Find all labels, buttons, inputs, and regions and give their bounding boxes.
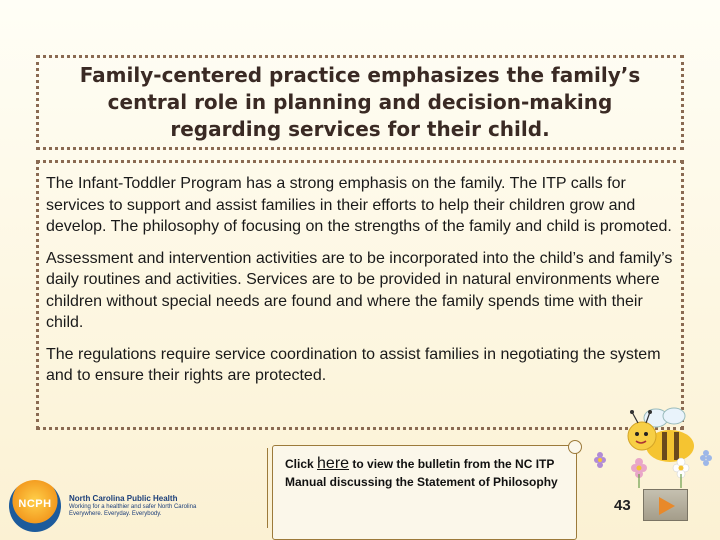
- logo-mark: NCPH: [18, 498, 52, 510]
- next-slide-button[interactable]: [643, 489, 688, 521]
- bulletin-note: [272, 445, 577, 540]
- page-number: 43: [614, 497, 631, 514]
- paragraph-family-emphasis: The Infant-Toddler Program has a strong emphasis on the family. The ITP calls for services to support and assist families in their efforts to help their children grow and develop. The philosophy of focusing on the strengths of the family and child is promoted.: [46, 175, 672, 235]
- logo-org: North Carolina Public Health: [69, 494, 178, 503]
- ncph-seal: [9, 480, 61, 532]
- content-box: [36, 160, 684, 430]
- slide-title: Family-centered practice emphasizes the family’s central role in planning and decision-making regarding services for their child.: [79, 63, 641, 141]
- ncph-logo: [5, 480, 235, 535]
- paragraph-natural-environments: Assessment and intervention activities are to be incorporated into the child’s and family’s daily routines and activities. Services are to be provided in natural environments where children without special needs are found and where the family spends time with their child.: [46, 249, 673, 331]
- logo-tagline: Working for a healthier and safer North Carolina Everywhere. Everyday. Everybody.: [69, 504, 197, 517]
- note-prefix: Click: [285, 457, 318, 471]
- right-triangle-icon: [659, 497, 675, 515]
- title-box: [36, 55, 684, 150]
- note-suffix: to view the bulletin from the NC ITP Manual discussing the Statement of Philosophy: [285, 457, 558, 489]
- bulletin-link[interactable]: here: [317, 455, 350, 472]
- flower-icon: [585, 440, 715, 490]
- paragraph-service-coordination: The regulations require service coordination to assist families in negotiating the system and to ensure their rights are protected.: [46, 345, 661, 384]
